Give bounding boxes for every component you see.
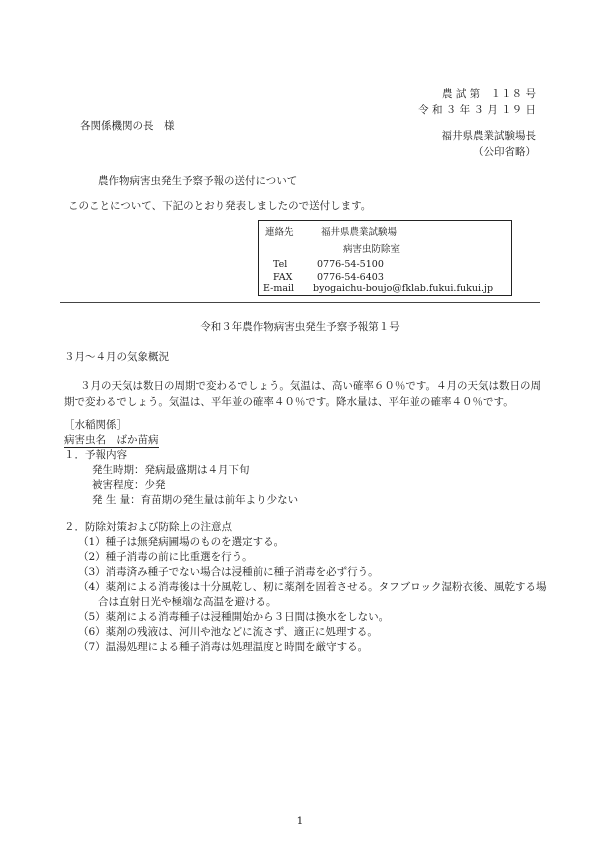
- tel-number: 0776-54-5100: [317, 259, 384, 270]
- email-address: byogaichu-boujo@fklab.fukui.fukui.jp: [313, 283, 494, 294]
- page-number: 1: [296, 815, 304, 827]
- measure-item: （5）薬剤による消毒種子は浸種開始から３日間は換水をしない。: [78, 611, 390, 623]
- forecast-amount: 発 生 量：育苗期の発生量は前年より少ない: [92, 494, 299, 506]
- contact-label: 連絡先: [265, 227, 294, 238]
- fax-label: FAX: [273, 272, 293, 283]
- document-date: 令 和 ３ 年 ３ 月 １９ 日: [418, 104, 536, 116]
- seal-note: （公印省略）: [473, 146, 536, 158]
- measure-item-continuation: 合は直射日光や極端な高温を避ける。: [98, 596, 277, 608]
- weather-text-line2: 期で変わるでしょう。気温は、平年並の確率４０％です。降水量は、平年並の確率４０％です。: [64, 396, 514, 408]
- cover-body: このことについて、下記のとおり発表しましたので送付します。: [68, 200, 372, 212]
- measure-item: （1）種子は無発病圃場のものを選定する。: [78, 536, 285, 548]
- section1-title: １．予報内容: [64, 449, 127, 461]
- fax-number: 0776-54-6403: [317, 272, 384, 283]
- contact-org: 福井県農業試験場: [321, 227, 398, 238]
- category-heading: ［水稲関係］: [64, 419, 127, 431]
- measure-item: （4）薬剤による消毒後は十分風乾し、籾に薬剤を固着させる。タフブロック湿粉衣後、風乾する場: [78, 581, 547, 593]
- email-label: E-mail: [263, 283, 295, 294]
- tel-label: Tel: [273, 259, 288, 270]
- forecast-damage: 被害程度：少発: [92, 479, 166, 491]
- measure-item: （6）薬剤の残液は、河川や池などに流さず、適正に処理する。: [78, 626, 378, 638]
- measure-item: （7）温湯処理による種子消毒は処理温度と時間を厳守する。: [78, 641, 369, 653]
- pest-name: 病害虫名 ばか苗病: [64, 434, 159, 446]
- report-title: 令和３年農作物病害虫発生予察予報第１号: [200, 321, 400, 333]
- recipient: 各関係機関の長 様: [80, 120, 175, 132]
- section2-title: ２．防除対策および防除上の注意点: [64, 521, 232, 533]
- document-number: 農 試 第 １１８ 号: [441, 88, 536, 100]
- contact-dept: 病害虫防除室: [343, 244, 401, 255]
- subject-line: 農作物病害虫発生予察予報の送付について: [98, 175, 298, 187]
- forecast-timing: 発生時期：発病最盛期は４月下旬: [92, 464, 250, 476]
- weather-text-line1: ３月の天気は数日の周期で変わるでしょう。気温は、高い確率６０％です。４月の天気は数日の周: [80, 380, 542, 392]
- weather-heading: ３月～４月の気象概況: [64, 351, 169, 363]
- sender: 福井県農業試験場長: [441, 130, 536, 142]
- measure-item: （3）消毒済み種子でない場合は浸種前に種子消毒を必ず行う。: [78, 566, 379, 578]
- contact-box: [258, 220, 512, 296]
- measure-item: （2）種子消毒の前に比重選を行う。: [78, 551, 253, 563]
- pest-name-wrap: [64, 435, 159, 446]
- separator-line: [60, 302, 540, 303]
